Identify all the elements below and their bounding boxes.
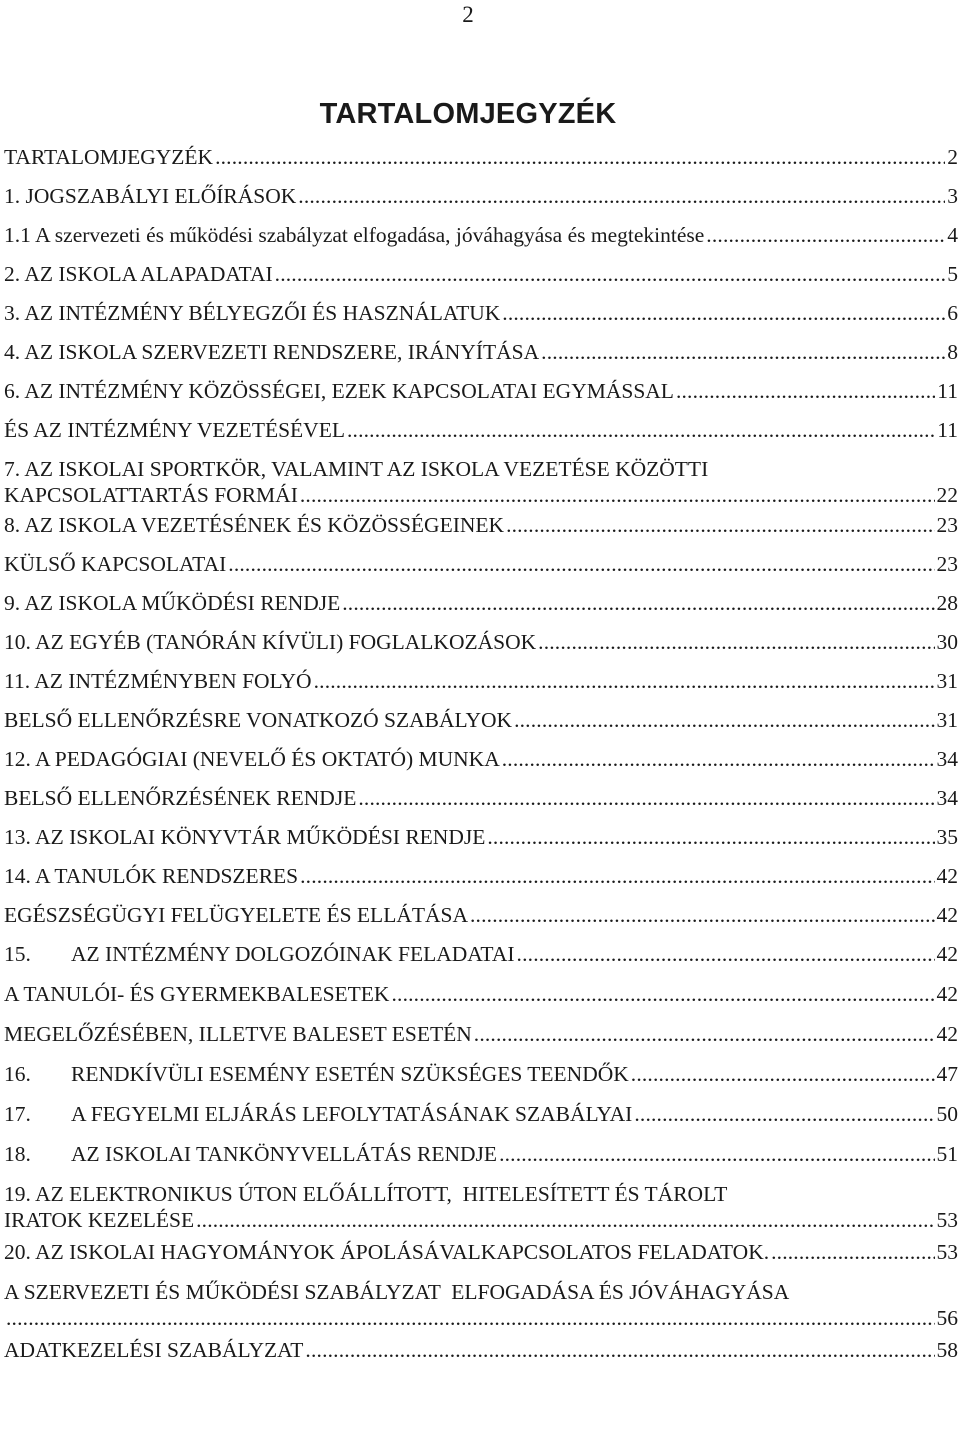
toc-entry[interactable] bbox=[4, 746, 958, 772]
toc-entry-page: 5 bbox=[947, 262, 958, 286]
toc-entry-text: MEGELŐZÉSÉBEN, ILLETVE BALESET ESETÉN bbox=[4, 1022, 472, 1046]
dot-leader bbox=[300, 863, 934, 889]
toc-entry-page: 31 bbox=[936, 708, 958, 732]
toc-entry-page: 34 bbox=[936, 747, 958, 771]
toc-entry[interactable] bbox=[4, 300, 958, 326]
dot-leader bbox=[631, 1061, 935, 1087]
toc-entry[interactable] bbox=[4, 1061, 958, 1087]
dot-leader bbox=[676, 378, 935, 404]
toc-entry[interactable] bbox=[4, 183, 958, 209]
toc-entry-text: 12. A PEDAGÓGIAI (NEVELŐ ÉS OKTATÓ) MUNKA bbox=[4, 747, 500, 771]
page-number: 2 bbox=[462, 2, 474, 27]
toc-entry-text: 13. AZ ISKOLAI KÖNYVTÁR MŰKÖDÉSI RENDJE bbox=[4, 825, 486, 849]
toc-entry-text: 10. AZ EGYÉB (TANÓRÁN KÍVÜLI) FOGLALKOZÁSOK bbox=[4, 630, 537, 654]
toc-entry[interactable] bbox=[4, 222, 958, 248]
toc-entry-text: 20. AZ ISKOLAI HAGYOMÁNYOK ÁPOLÁSÁVALKAPCSOLATOS FELADATOK. bbox=[4, 1240, 770, 1264]
toc-entry[interactable] bbox=[4, 629, 958, 655]
toc-entry-text: 6. AZ INTÉZMÉNY KÖZÖSSÉGEI, EZEK KAPCSOLATAI EGYMÁSSAL bbox=[4, 379, 674, 403]
toc-entry-text: 7. AZ ISKOLAI SPORTKÖR, VALAMINT AZ ISKOLA VEZETÉSE KÖZÖTTI bbox=[4, 457, 709, 481]
toc-entry[interactable] bbox=[4, 863, 958, 889]
dot-leader bbox=[298, 183, 945, 209]
dot-leader bbox=[634, 1101, 934, 1127]
toc-entry[interactable] bbox=[4, 456, 958, 508]
toc-entry-text: ADATKEZELÉSI SZABÁLYZAT bbox=[4, 1338, 304, 1362]
dot-leader bbox=[541, 339, 945, 365]
toc-entry-page: 42 bbox=[936, 903, 958, 927]
toc-entry[interactable] bbox=[4, 261, 958, 287]
toc-entry-text: ÉS AZ INTÉZMÉNY VEZETÉSÉVEL bbox=[4, 418, 345, 442]
toc-entry-page: 58 bbox=[936, 1338, 958, 1362]
toc-entry-text: EGÉSZSÉGÜGYI FELÜGYELETE ÉS ELLÁTÁSA bbox=[4, 903, 468, 927]
toc-entry[interactable] bbox=[4, 1021, 958, 1047]
toc-entry-page: 23 bbox=[936, 513, 958, 537]
dot-leader bbox=[470, 902, 935, 928]
toc-entry[interactable] bbox=[4, 824, 958, 850]
toc-entry[interactable] bbox=[4, 668, 958, 694]
dot-leader bbox=[771, 1239, 934, 1265]
dot-leader bbox=[358, 785, 934, 811]
dot-leader bbox=[487, 824, 934, 850]
toc-entry-text: 1.1 A szervezeti és működési szabályzat elfogadása, jóváhagyása és megtekintése bbox=[4, 223, 705, 247]
toc-entry-text: 14. A TANULÓK RENDSZERES bbox=[4, 864, 299, 888]
dot-leader bbox=[538, 629, 934, 655]
toc-entry-text: RENDKÍVÜLI ESEMÉNY ESETÉN SZÜKSÉGES TEENDŐK bbox=[71, 1062, 629, 1086]
toc-title: TARTALOMJEGYZÉK bbox=[319, 98, 617, 130]
toc-entry-page: 50 bbox=[936, 1102, 958, 1126]
toc-entry-text: 11. AZ INTÉZMÉNYBEN FOLYÓ bbox=[4, 669, 312, 693]
dot-leader bbox=[196, 1207, 934, 1233]
toc-entry[interactable] bbox=[4, 1239, 958, 1265]
toc-entry[interactable] bbox=[4, 1337, 958, 1363]
toc-entry-text: 9. AZ ISKOLA MŰKÖDÉSI RENDJE bbox=[4, 591, 341, 615]
toc-entry-text: 8. AZ ISKOLA VEZETÉSÉNEK ÉS KÖZÖSSÉGEINEK bbox=[4, 513, 505, 537]
toc-entry-number: 15. bbox=[4, 942, 31, 966]
dot-leader bbox=[391, 981, 934, 1007]
toc-entry-text: 1. JOGSZABÁLYI ELŐÍRÁSOK bbox=[4, 184, 297, 208]
toc-entry-page: 11 bbox=[937, 418, 958, 442]
toc-entry-page: 28 bbox=[936, 591, 958, 615]
toc-entry-page: 11 bbox=[937, 379, 958, 403]
dot-leader bbox=[314, 668, 935, 694]
toc-entry-number: 17. bbox=[4, 1102, 31, 1126]
toc-entry[interactable] bbox=[4, 378, 958, 404]
toc-entry-page: 42 bbox=[936, 864, 958, 888]
toc-entry-text: 4. AZ ISKOLA SZERVEZETI RENDSZERE, IRÁNYÍTÁSA bbox=[4, 340, 540, 364]
toc-entry-number: 18. bbox=[4, 1142, 31, 1166]
toc-entry-text: A FEGYELMI ELJÁRÁS LEFOLYTATÁSÁNAK SZABÁLYAI bbox=[71, 1102, 633, 1126]
toc-entry-page: 35 bbox=[936, 825, 958, 849]
toc-entry[interactable] bbox=[4, 981, 958, 1007]
toc-entry[interactable] bbox=[4, 1279, 958, 1331]
toc-entry-text: KAPCSOLATTARTÁS FORMÁI bbox=[4, 483, 298, 507]
toc-entry[interactable] bbox=[4, 417, 958, 443]
toc-entry-page: 42 bbox=[936, 942, 958, 966]
toc-entry-page: 42 bbox=[936, 1022, 958, 1046]
toc-entry-page: 56 bbox=[936, 1306, 958, 1330]
toc-entry-text: 19. AZ ELEKTRONIKUS ÚTON ELŐÁLLÍTOTT, HITELESÍTETT ÉS TÁROLT bbox=[4, 1182, 728, 1206]
dot-leader bbox=[300, 482, 935, 508]
toc-entry[interactable] bbox=[4, 512, 958, 538]
toc-entry-page: 4 bbox=[947, 223, 958, 247]
toc-entry-text: IRATOK KEZELÉSE bbox=[4, 1208, 195, 1232]
toc-entry-text: 3. AZ INTÉZMÉNY BÉLYEGZŐI ÉS HASZNÁLATUK bbox=[4, 301, 501, 325]
toc-entry[interactable] bbox=[4, 590, 958, 616]
toc-entry[interactable] bbox=[4, 707, 958, 733]
toc-entry-number: 16. bbox=[4, 1062, 31, 1086]
toc-entry-page: 31 bbox=[936, 669, 958, 693]
dot-leader bbox=[474, 1021, 935, 1047]
dot-leader bbox=[6, 1305, 935, 1331]
dot-leader bbox=[514, 707, 934, 733]
dot-leader bbox=[502, 300, 945, 326]
toc-entry-text: BELSŐ ELLENŐRZÉSRE VONATKOZÓ SZABÁLYOK bbox=[4, 708, 513, 732]
dot-leader bbox=[215, 144, 945, 170]
toc-entry-page: 34 bbox=[936, 786, 958, 810]
toc-entry-page: 47 bbox=[936, 1062, 958, 1086]
table-of-contents bbox=[4, 144, 958, 1377]
toc-entry[interactable] bbox=[4, 144, 958, 170]
toc-entry-page: 23 bbox=[936, 552, 958, 576]
dot-leader bbox=[706, 222, 945, 248]
dot-leader bbox=[275, 261, 946, 287]
toc-entry[interactable] bbox=[4, 785, 958, 811]
dot-leader bbox=[517, 941, 935, 967]
toc-entry-text: TARTALOMJEGYZÉK bbox=[4, 145, 214, 169]
toc-entry[interactable] bbox=[4, 902, 958, 928]
toc-entry-text: AZ ISKOLAI TANKÖNYVELLÁTÁS RENDJE bbox=[71, 1142, 498, 1166]
toc-entry[interactable] bbox=[4, 339, 958, 365]
toc-entry[interactable] bbox=[4, 551, 958, 577]
toc-entry-text: KÜLSŐ KAPCSOLATAI bbox=[4, 552, 227, 576]
toc-entry-text: AZ INTÉZMÉNY DOLGOZÓINAK FELADATAI bbox=[71, 942, 515, 966]
toc-entry[interactable] bbox=[4, 941, 958, 967]
toc-entry[interactable] bbox=[4, 1101, 958, 1127]
dot-leader bbox=[342, 590, 934, 616]
dot-leader bbox=[506, 512, 934, 538]
toc-entry-page: 53 bbox=[936, 1240, 958, 1264]
toc-entry-page: 30 bbox=[936, 630, 958, 654]
toc-entry-page: 53 bbox=[936, 1208, 958, 1232]
dot-leader bbox=[228, 551, 934, 577]
toc-entry-page: 42 bbox=[936, 982, 958, 1006]
toc-entry-page: 22 bbox=[936, 483, 958, 507]
dot-leader bbox=[502, 746, 935, 772]
toc-entry[interactable] bbox=[4, 1181, 958, 1233]
toc-entry[interactable] bbox=[4, 1141, 958, 1167]
toc-entry-text: A TANULÓI- ÉS GYERMEKBALESETEK bbox=[4, 982, 390, 1006]
dot-leader bbox=[499, 1141, 934, 1167]
toc-entry-page: 2 bbox=[947, 145, 958, 169]
toc-entry-page: 3 bbox=[947, 184, 958, 208]
toc-entry-text: 2. AZ ISKOLA ALAPADATAI bbox=[4, 262, 273, 286]
toc-entry-page: 8 bbox=[947, 340, 958, 364]
toc-entry-page: 6 bbox=[947, 301, 958, 325]
dot-leader bbox=[347, 417, 935, 443]
toc-entry-text: A SZERVEZETI ÉS MŰKÖDÉSI SZABÁLYZAT ELFOGADÁSA ÉS JÓVÁHAGYÁSA bbox=[4, 1280, 790, 1304]
toc-entry-page: 51 bbox=[936, 1142, 958, 1166]
dot-leader bbox=[305, 1337, 934, 1363]
toc-entry-text: BELSŐ ELLENŐRZÉSÉNEK RENDJE bbox=[4, 786, 357, 810]
